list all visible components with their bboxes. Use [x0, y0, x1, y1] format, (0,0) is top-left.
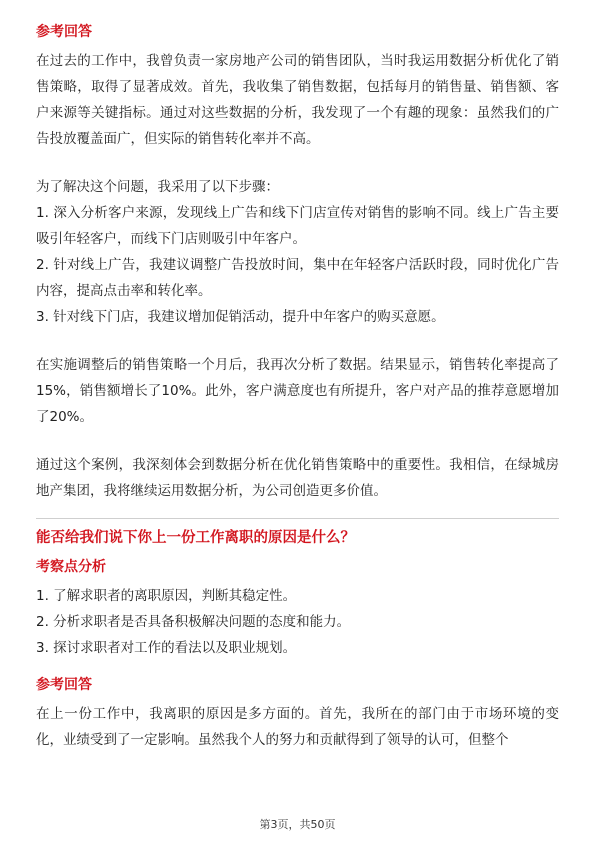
step-item-3: 3. 针对线下门店，我建议增加促销活动，提升中年客户的购买意愿。 [36, 309, 445, 325]
spacer [36, 330, 559, 352]
document-page [36, 22, 559, 753]
analysis-item-3: 3. 探讨求职者对工作的看法以及职业规划。 [36, 640, 297, 656]
analysis-item-1: 1. 了解求职者的离职原因，判断其稳定性。 [36, 588, 297, 604]
section-divider [36, 518, 559, 519]
answer-paragraph-1: 在过去的工作中，我曾负责一家房地产公司的销售团队，当时我运用数据分析优化了销售策略，取得了显著成效。首先，我收集了销售数据，包括每月的销售量、销售额、客户来源等关键指标。通过对这些数据的分析，我发现了一个有趣的现象：虽然我们的广告投放覆盖面广，但实际的销售转化率并不高。 [36, 53, 559, 147]
steps-intro: 为了解决这个问题，我采用了以下步骤： [36, 179, 279, 195]
spacer [36, 152, 559, 174]
spacer [36, 661, 559, 675]
analysis-item-2: 2. 分析求职者是否具备积极解决问题的态度和能力。 [36, 614, 351, 630]
analysis-label: 考察点分析 [36, 559, 106, 575]
answer-paragraph-2: 在实施调整后的销售策略一个月后，我再次分析了数据。结果显示，销售转化率提高了15%，销售额增长了10%。此外，客户满意度也有所提升，客户对产品的推荐意愿增加了20%。 [36, 357, 559, 425]
answer-paragraph-3: 通过这个案例，我深刻体会到数据分析在优化销售策略中的重要性。我相信，在绿城房地产集团，我将继续运用数据分析，为公司创造更多价值。 [36, 457, 559, 499]
step-item-1: 1. 深入分析客户来源，发现线上广告和线下门店宣传对销售的影响不同。线上广告主要吸引年轻客户，而线下门店则吸引中年客户。 [36, 205, 559, 247]
question-title: 能否给我们说下你上一份工作离职的原因是什么？ [36, 530, 355, 546]
spacer [36, 430, 559, 452]
reference-answer-label-2: 参考回答 [36, 677, 92, 693]
step-item-2: 2. 针对线上广告，我建议调整广告投放时间，集中在年轻客户活跃时段，同时优化广告内容，提高点击率和转化率。 [36, 257, 559, 299]
page-indicator: 第3页，共50页 [259, 818, 336, 831]
reference-answer-label: 参考回答 [36, 24, 92, 40]
answer-paragraph-4: 在上一份工作中，我离职的原因是多方面的。首先，我所在的部门由于市场环境的变化，业绩受到了一定影响。虽然我个人的努力和贡献得到了领导的认可，但整个 [36, 706, 559, 748]
